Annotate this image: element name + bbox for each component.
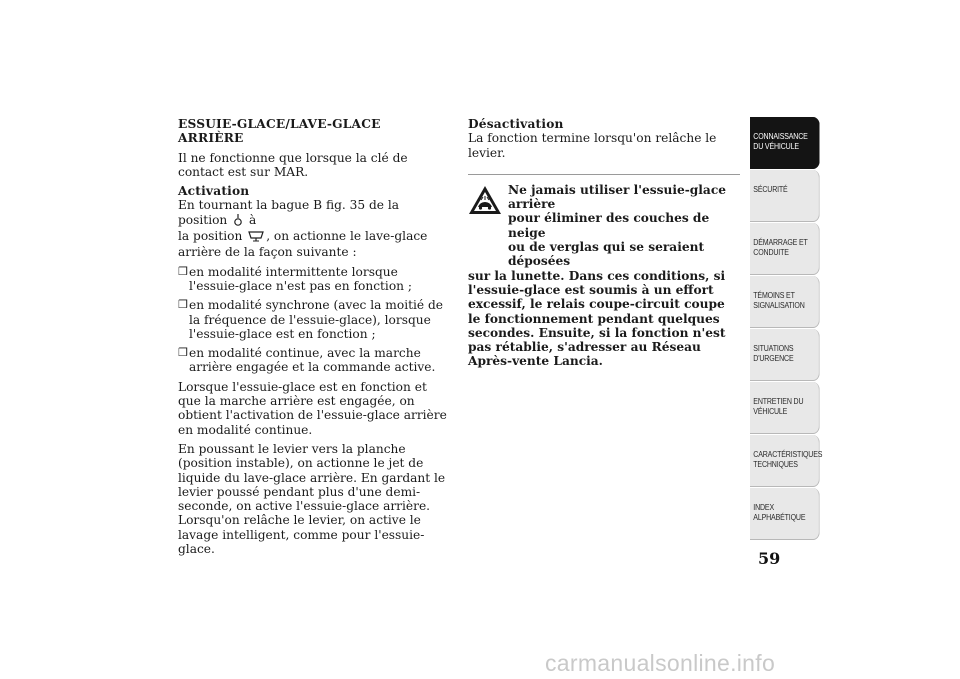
list-item [178,346,450,375]
warning-line-2: pour éliminer des couches de neige [508,211,710,240]
list-item-text: en modalité continue, avec la marche arrière engagée et la commande active. [189,346,436,375]
warning-text: sur la lunette. Dans ces conditions, si l'essuie-glace est soumis à un effort excessif, le relais coupe-circuit coupe le fonctionnement pendant quelques secondes. Ensuite, si la fonction n'est pas rétablie, s'adresser au Réseau Après-vente Lancia. [468,268,726,369]
checkbox-bullet-icon: ❒ [178,298,188,312]
tab-demarrage-et-conduite[interactable]: DÉMARRAGE ET CONDUITE [750,223,820,275]
paragraph-reverse: Lorsque l'essuie-glace est en fonction et que la marche arrière est engagée, on obtient l'activation de l'essuie-glace arrière en modalité continue. [178,379,447,437]
activation-text-2: à [249,212,257,227]
separator [468,174,740,175]
section-title: ESSUIE-GLACE/LAVE-GLACE ARRIÈRE [178,117,381,146]
tab-connaissance-du-vehicule[interactable]: CONNAISSANCE DU VÉHICULE [750,117,820,169]
intro-text: Il ne fonctionne que lorsque la clé de contact est sur MAR. [178,150,408,179]
warning-box [468,183,740,369]
warning-triangle-car-icon [468,185,502,215]
left-column [178,117,450,561]
watermark: carmanualsonline.info [545,650,776,676]
activation-heading: Activation [178,184,250,199]
warning-line-1: Ne jamais utiliser l'essuie-glace arrière [508,182,726,212]
tab-securite[interactable]: SÉCURITÉ [750,170,820,222]
tab-situations-d-urgence[interactable]: SITUATIONS D'URGENCE [750,329,820,381]
chapter-tabs [750,117,823,541]
activation-text-4: , on actionne le lave-glace arrière de la façon suivante : [178,229,428,260]
right-column [468,117,740,369]
list-item [178,298,450,341]
list-item-text: en modalité synchrone (avec la moitié de la fréquence de l'essuie-glace), lorsque l'essuie-glace est en fonction ; [189,298,443,341]
activation-text-3: la position [178,229,243,244]
tab-entretien-du-vehicule[interactable]: ENTRETIEN DU VÉHICULE [750,382,820,434]
rear-washer-position-icon [248,230,264,245]
tab-index-alphabetique[interactable]: INDEX ALPHABÉTIQUE [750,488,820,540]
list-item [178,265,450,294]
deactivation-text: La fonction termine lorsqu'on relâche le levier. [468,131,717,160]
activation-text-1: En tournant la bague B fig. 35 de la position [178,198,400,227]
checkbox-bullet-icon: ❒ [178,264,188,278]
list-item-text: en modalité intermittente lorsque l'essuie-glace n'est pas en fonction ; [189,264,412,293]
deactivation-heading: Désactivation [468,117,564,131]
tab-caracteristiques-techniques[interactable]: CARACTÉRISTIQUES TECHNIQUES [750,435,820,487]
tab-temoins-et-signalisation[interactable]: TÉMOINS ET SIGNALISATION [750,276,820,328]
paragraph-lever: En poussant le levier vers la planche (position instable), on actionne le jet de liquide du lave-glace arrière. En gardant le levier poussé pendant plus d'une demi-seconde, on active l'essuie-glace arrière. Lorsqu'on relâche le levier, on active le lavage intelligent, comme pour l'essuie-glace. [178,441,446,557]
activation-paragraph [178,198,450,259]
page-number: 59 [758,549,781,568]
checkbox-bullet-icon: ❒ [178,346,188,360]
warning-line-3: ou de verglas qui se seraient déposées [508,240,705,269]
small-circle-position-icon [233,214,243,229]
